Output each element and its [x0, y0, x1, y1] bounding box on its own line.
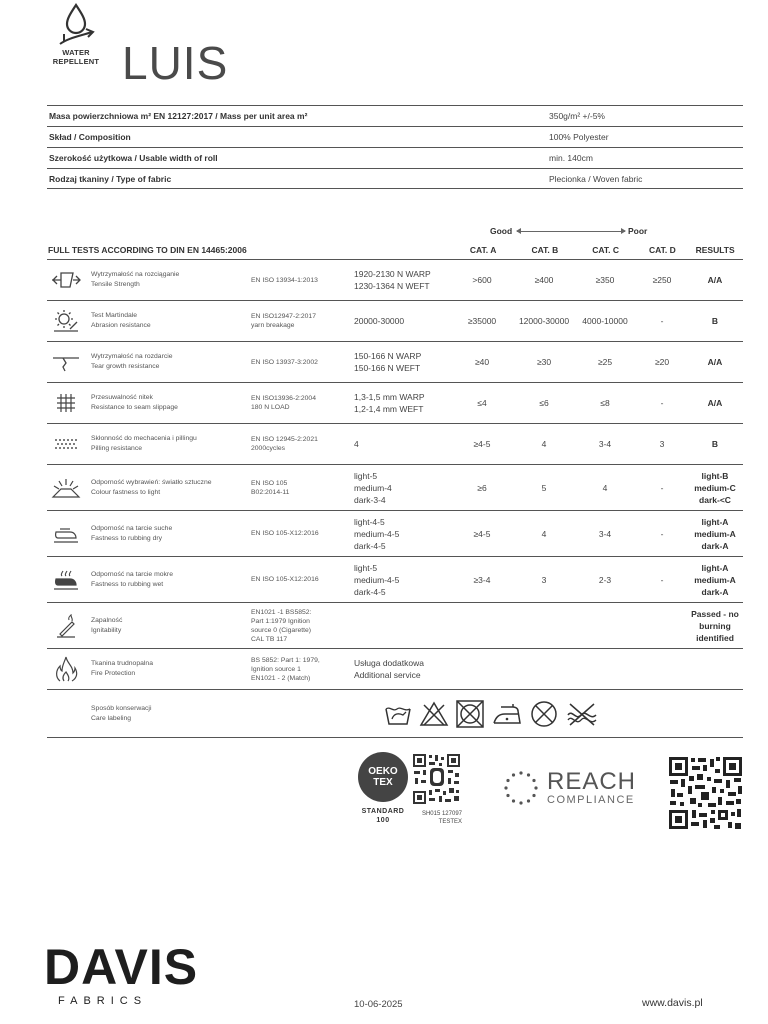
- cat-a-value: ≥4-5: [473, 439, 491, 449]
- result-value: [687, 562, 743, 598]
- do-not-wring-icon: [565, 701, 599, 727]
- result-value: [687, 608, 743, 644]
- brand-sub: FABRICS: [58, 995, 148, 1007]
- test-standard: [251, 656, 349, 683]
- table-row: [47, 511, 743, 557]
- test-standard-line: EN ISO 105: [251, 479, 288, 487]
- website-link[interactable]: www.davis.pl: [642, 997, 703, 1009]
- cat-a-value: ≤4: [477, 398, 487, 408]
- test-standard: [251, 479, 349, 497]
- light-fastness-icon: [47, 477, 85, 499]
- test-value-line: dark-3-4: [354, 494, 386, 505]
- scale-good-label: Good: [490, 226, 513, 236]
- test-name-pl: Odporność wybrawień: światło sztuczne: [91, 478, 212, 486]
- cat-c-value: ≤8: [600, 398, 610, 408]
- tests-table: [47, 240, 743, 738]
- test-standard-line: EN ISO13936-2:2004: [251, 395, 316, 402]
- water-repellent-badge: [48, 2, 104, 66]
- cat-b-value: 12000-30000: [518, 316, 570, 326]
- result-value: [687, 438, 743, 450]
- tensile-strength-icon: [47, 269, 85, 291]
- test-value-line: 1920-2130 N WARP: [354, 269, 431, 279]
- test-value: [349, 438, 449, 450]
- result-line: A/A: [707, 275, 723, 285]
- result-line: dark-A: [701, 540, 729, 551]
- cat-c-value: 3-4: [598, 528, 612, 539]
- oeko-standard: [355, 807, 411, 825]
- test-standard-line: Ignition source 1: [251, 665, 301, 673]
- test-value-line: dark-4-5: [354, 540, 386, 551]
- test-value: [349, 562, 449, 598]
- result-value: [687, 470, 743, 506]
- test-name-en: Fire Protection: [91, 670, 136, 677]
- tests-header: [47, 240, 743, 260]
- test-standard-line: 180 N LOAD: [251, 404, 290, 411]
- scale-poor-label: Poor: [628, 226, 648, 236]
- test-value: [349, 268, 449, 292]
- product-title: LUIS: [122, 37, 229, 89]
- test-standard-line: B02:2014-11: [251, 488, 290, 496]
- test-name-pl: Odporność na tarcie mokre: [91, 570, 173, 578]
- abrasion-icon: [47, 309, 85, 333]
- scale-arrow-icon: [517, 231, 625, 232]
- result-line: Passed - no: [691, 608, 739, 619]
- test-value-line: Usługa dodatkowa: [354, 658, 424, 668]
- test-standard: [251, 276, 349, 285]
- test-name-pl: Wytrzymałość na rozciąganie: [91, 271, 180, 278]
- header-cat-a: CAT. A: [469, 244, 497, 255]
- care-label-pl: Sposób konserwacji: [91, 704, 152, 712]
- spec-value: 350g/m² +/-5%: [549, 111, 605, 121]
- dry-rubbing-icon: [47, 524, 85, 544]
- test-value-line: 1,2-1,4 mm WEFT: [354, 404, 424, 414]
- iron-low-icon: [491, 701, 523, 727]
- result-line: burning: [699, 620, 731, 631]
- badge-line2: REPELLENT: [52, 57, 100, 66]
- result-line: identified: [696, 632, 734, 643]
- care-label-en: Care labeling: [91, 714, 132, 722]
- cat-a-value: ≥4-5: [473, 528, 491, 539]
- table-row: [47, 424, 743, 465]
- test-value: [349, 657, 449, 681]
- test-value-line: medium-4-5: [354, 528, 400, 539]
- cat-c-value: 4000-10000: [582, 316, 628, 326]
- cat-b-value: ≥400: [534, 275, 554, 285]
- oeko-tex-logo: [358, 752, 408, 802]
- oeko-line1: OEKO: [368, 766, 398, 777]
- header-cat-d: CAT. D: [648, 244, 676, 255]
- test-standard: [251, 394, 349, 412]
- oeko-qr-code-icon: [412, 753, 461, 805]
- result-line: light-A: [701, 516, 729, 527]
- seam-slippage-icon: [47, 392, 85, 414]
- test-value-line: 4: [354, 439, 359, 449]
- oeko-certificate: [412, 810, 462, 826]
- spec-row: [47, 147, 743, 168]
- test-standard-line: EN ISO 105-X12:2016: [251, 530, 319, 537]
- cat-d-value: ≥250: [652, 275, 672, 285]
- test-standard: [251, 312, 349, 330]
- result-line: dark-<C: [699, 494, 731, 505]
- spec-value: min. 140cm: [549, 153, 593, 163]
- cat-d-value: -: [660, 316, 664, 326]
- spec-label: Skład / Composition: [49, 132, 131, 142]
- test-name: [85, 434, 251, 454]
- cat-d-value: -: [660, 528, 664, 539]
- cat-b-value: 4: [541, 528, 547, 539]
- pilling-icon: [47, 437, 85, 451]
- cat-d-value: -: [660, 574, 664, 585]
- result-line: B: [711, 439, 719, 449]
- test-value-line: 20000-30000: [354, 316, 405, 326]
- test-standard-line: EN1021 - 2 (Match): [251, 674, 311, 682]
- cat-b-value: ≤6: [539, 398, 549, 408]
- cat-a-value: ≥6: [477, 482, 487, 493]
- cat-c-value: 3-4: [598, 439, 612, 449]
- test-name: [85, 524, 251, 544]
- test-name-en: Pilling resistance: [91, 445, 142, 452]
- test-value: [349, 516, 449, 552]
- tear-growth-icon: [47, 352, 85, 372]
- test-name-en: Colour fastness to light: [91, 488, 161, 496]
- test-standard-line: BS 5852: Part 1: 1979,: [251, 656, 320, 664]
- test-name-en: Fastness to rubbing dry: [91, 534, 163, 542]
- cat-a-value: ≥40: [474, 357, 490, 367]
- tests-title: FULL TESTS ACCORDING TO DIN EN 14465:2006: [48, 244, 247, 255]
- spec-table: [47, 105, 743, 189]
- test-name: [85, 478, 251, 498]
- test-value-line: 1,3-1,5 mm WARP: [354, 392, 425, 402]
- test-name-en: Ignitability: [91, 626, 122, 634]
- test-name-en: Tear growth resistance: [91, 363, 160, 370]
- test-standard-line: source 0 (Cigarette): [251, 626, 312, 634]
- reach-compliance-badge: [503, 770, 636, 806]
- table-row: [47, 557, 743, 603]
- result-line: light-A: [701, 562, 729, 573]
- test-value: [349, 391, 449, 415]
- test-name: [85, 270, 251, 290]
- table-row: [47, 260, 743, 301]
- test-value-line: medium-4: [354, 482, 392, 493]
- cat-c-value: ≥25: [597, 357, 613, 367]
- test-standard-line: EN ISO12947-2:2017: [251, 313, 316, 320]
- cat-b-value: 4: [541, 439, 547, 449]
- test-standard: [251, 529, 349, 538]
- result-value: [687, 397, 743, 409]
- spec-label: Rodzaj tkaniny / Type of fabric: [49, 173, 172, 184]
- test-value-line: light-5: [354, 562, 378, 573]
- test-standard-line: 2000cycles: [251, 445, 286, 452]
- result-line: B: [711, 316, 719, 326]
- do-not-dry-clean-icon: [529, 700, 559, 728]
- test-name-en: Tensile Strength: [91, 281, 140, 288]
- test-standard: [251, 435, 349, 453]
- table-row: [47, 301, 743, 342]
- table-row: [47, 649, 743, 690]
- test-name-en: Resistance to seam slippage: [91, 404, 178, 411]
- cat-b-value: 3: [541, 574, 547, 585]
- davis-logo: [44, 939, 199, 1007]
- table-row: [47, 603, 743, 649]
- cat-b-value: 5: [541, 482, 547, 493]
- test-name-pl: Wytrzymałość na rozdarcie: [91, 353, 173, 360]
- hand-wash-icon: [383, 701, 413, 727]
- header-cat-c: CAT. C: [592, 244, 619, 255]
- test-value-line: 1230-1364 N WEFT: [354, 281, 430, 291]
- spec-label: Szerokość użytkowa / Usable width of roll: [49, 153, 218, 163]
- test-value-line: dark-4-5: [354, 586, 386, 597]
- test-name-pl: Test Martindale: [91, 312, 138, 319]
- result-line: A/A: [707, 398, 723, 408]
- test-name-pl: Zapalność: [91, 616, 123, 624]
- test-value-line: light-5: [354, 470, 378, 481]
- test-name-en: Abrasion resistance: [91, 322, 151, 329]
- oeko-institute: TESTEX: [438, 819, 462, 825]
- cat-a-value: >600: [472, 275, 492, 285]
- test-standard-line: EN ISO 105-X12:2016: [251, 576, 319, 583]
- result-line: medium-A: [694, 528, 736, 539]
- test-value-line: light-4-5: [354, 516, 385, 527]
- result-line: medium-A: [694, 574, 736, 585]
- table-row: [47, 342, 743, 383]
- test-name: [85, 659, 251, 679]
- spec-value: Plecionka / Woven fabric: [549, 173, 643, 184]
- cat-c-value: ≥350: [595, 275, 615, 285]
- test-value-line: medium-4-5: [354, 574, 400, 585]
- header-cat-b: CAT. B: [531, 244, 559, 255]
- oeko-code: SH015 127097: [421, 811, 462, 817]
- test-name: [85, 616, 251, 636]
- test-value-line: 150-166 N WEFT: [354, 363, 421, 373]
- test-standard-line: EN ISO 13934-1:2013: [251, 276, 318, 284]
- do-not-tumble-dry-icon: [455, 700, 485, 728]
- reach-title: REACH: [547, 768, 637, 795]
- care-icons: [383, 700, 599, 728]
- quality-scale: [490, 226, 660, 238]
- care-label: [85, 704, 251, 724]
- cat-c-value: 2-3: [598, 574, 612, 585]
- wet-rubbing-icon: [47, 569, 85, 591]
- test-standard-line: EN1021 -1 BS5852:: [251, 608, 312, 616]
- cat-b-value: ≥30: [536, 357, 552, 367]
- test-name: [85, 393, 251, 413]
- oeko-standard-number: 100: [376, 817, 390, 824]
- test-standard: [251, 608, 349, 644]
- cat-c-value: 4: [602, 482, 608, 493]
- test-standard: [251, 575, 349, 584]
- spec-label: Masa powierzchniowa m² EN 12127:2017 / Mass per unit area m²: [49, 111, 308, 121]
- result-value: [687, 274, 743, 286]
- cat-d-value: 3: [659, 439, 665, 449]
- cat-d-value: -: [660, 482, 664, 493]
- care-row: [47, 690, 743, 738]
- do-not-bleach-icon: [419, 701, 449, 727]
- table-row: [47, 465, 743, 511]
- ignitability-icon: [47, 614, 85, 638]
- document-date: 10-06-2025: [354, 999, 403, 1010]
- test-standard-line: CAL TB 117: [251, 635, 288, 643]
- test-standard: [251, 358, 349, 367]
- result-value: [687, 356, 743, 368]
- result-value: [687, 516, 743, 552]
- test-value-line: 150-166 N WARP: [354, 351, 422, 361]
- test-value-line: Additional service: [354, 670, 421, 680]
- spec-row: [47, 126, 743, 147]
- test-standard-line: yarn breakage: [251, 322, 295, 329]
- test-standard-line: EN ISO 13937-3:2002: [251, 358, 318, 366]
- test-name-pl: Przesuwalność nitek: [91, 394, 153, 401]
- oeko-line2: TEX: [373, 777, 393, 788]
- reach-subtitle: COMPLIANCE: [547, 794, 635, 806]
- result-line: light-B: [701, 470, 729, 481]
- qr-code-icon: [668, 756, 743, 830]
- test-name: [85, 352, 251, 372]
- badge-line1: WATER: [62, 48, 90, 57]
- water-drop-icon: [56, 2, 96, 48]
- test-standard-line: EN ISO 12945-2:2021: [251, 436, 318, 443]
- test-name: [85, 311, 251, 331]
- header-results: RESULTS: [695, 244, 735, 255]
- test-name-pl: Skłonność do mechacenia i pillingu: [91, 435, 197, 442]
- test-name: [85, 570, 251, 590]
- test-standard-line: Part 1:1979 Ignition: [251, 617, 310, 625]
- test-value: [349, 315, 449, 327]
- cat-d-value: -: [660, 398, 664, 408]
- cat-a-value: ≥35000: [467, 316, 497, 326]
- test-name-pl: Odporność na tarcie suche: [91, 524, 173, 532]
- oeko-tex-badge: [355, 752, 411, 824]
- result-line: A/A: [707, 357, 723, 367]
- test-name-pl: Tkanina trudnopalna: [91, 660, 153, 667]
- eu-stars-icon: [503, 770, 539, 806]
- spec-value: 100% Polyester: [549, 132, 609, 142]
- result-line: dark-A: [701, 586, 729, 597]
- cat-a-value: ≥3-4: [473, 574, 491, 585]
- brand-name: DAVIS: [44, 939, 199, 995]
- spec-row: [47, 168, 743, 189]
- oeko-standard-label: STANDARD: [361, 808, 405, 815]
- test-value: [349, 470, 449, 506]
- result-line: medium-C: [694, 482, 736, 493]
- fire-protection-icon: [47, 655, 85, 683]
- cat-d-value: ≥20: [654, 357, 670, 367]
- spec-row: [47, 105, 743, 126]
- test-name-en: Fastness to rubbing wet: [91, 580, 164, 588]
- test-value: [349, 350, 449, 374]
- result-value: [687, 315, 743, 327]
- table-row: [47, 383, 743, 424]
